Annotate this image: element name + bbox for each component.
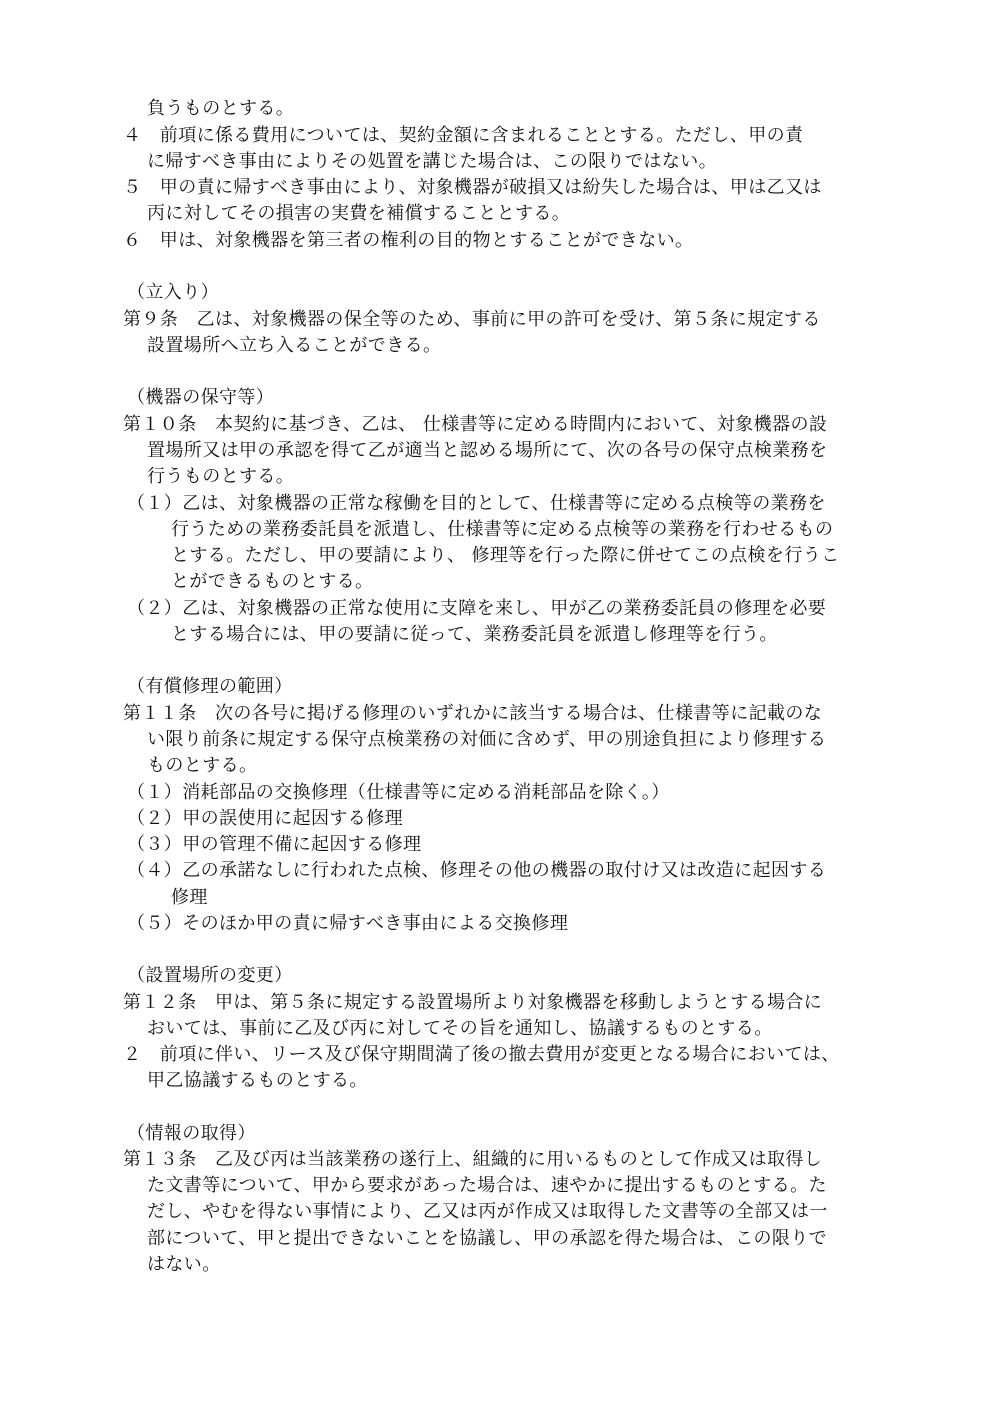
- text-line: 第９条 乙は、対象機器の保全等のため、事前に甲の許可を受け、第５条に規定する: [123, 309, 821, 330]
- section-heading: （有償修理の範囲）: [127, 676, 293, 697]
- text-line: 置場所又は甲の承認を得て乙が適当と認める場所にて、次の各号の保守点検業務を: [147, 440, 828, 461]
- text-line: 行うものとする。: [147, 466, 295, 487]
- text-line: 負うものとする。: [147, 98, 295, 119]
- text-line: はない。: [147, 1254, 221, 1275]
- text-line: とができるものとする。: [171, 571, 374, 592]
- text-line: （３）甲の管理不備に起因する修理: [127, 834, 422, 855]
- text-line: （１）乙は、対象機器の正常な稼働を目的として、仕様書等に定める点検等の業務を: [127, 493, 826, 514]
- text-line: 設置場所へ立ち入ることができる。: [147, 335, 442, 356]
- text-line: （５）そのほか甲の責に帰すべき事由による交換修理: [127, 913, 569, 934]
- text-line: ４ 前項に係る費用については、契約金額に含まれることとする。ただし、甲の責: [123, 125, 804, 146]
- section-heading: （情報の取得）: [127, 1123, 256, 1144]
- text-line: ５ 甲の責に帰すべき事由により、対象機器が破損又は紛失した場合は、甲は乙又は: [123, 177, 822, 198]
- text-line: 丙に対してその損害の実費を補償することとする。: [147, 203, 571, 224]
- text-line: 第１３条 乙及び丙は当該業務の遂行上、組織的に用いるものとして作成又は取得し: [123, 1149, 823, 1170]
- text-line: とする場合には、甲の要請に従って、業務委託員を派遣し修理等を行う。: [171, 624, 778, 645]
- text-line: おいては、事前に乙及び丙に対してその旨を通知し、協議するものとする。: [147, 1018, 773, 1039]
- text-line: （４）乙の承諾なしに行われた点検、修理その他の機器の取付け又は改造に起因する: [127, 860, 827, 881]
- text-line: ものとする。: [147, 755, 258, 776]
- text-line: に帰すべき事由によりその処置を講じた場合は、この限りではない。: [147, 151, 718, 172]
- text-line: い限り前条に規定する保守点検業務の対価に含めず、甲の別途負担により修理する: [147, 729, 827, 750]
- text-line: 修理: [171, 887, 208, 908]
- text-line: 行うための業務委託員を派遣し、仕様書等に定める点検等の業務を行わせるもの: [171, 519, 834, 540]
- section-heading: （立入り）: [127, 282, 219, 303]
- text-line: 第１２条 甲は、第５条に規定する設置場所より対象機器を移動しようとする場合に: [123, 992, 823, 1013]
- section-heading: （機器の保守等）: [127, 387, 275, 408]
- text-line: た文書等について、甲から要求があった場合は、速やかに提出するものとする。た: [147, 1175, 827, 1196]
- text-line: 第１１条 次の各号に掲げる修理のいずれかに該当する場合は、仕様書等に記載のな: [123, 703, 823, 724]
- text-line: （２）乙は、対象機器の正常な使用に支障を来し、甲が乙の業務委託員の修理を必要: [127, 598, 827, 619]
- text-line: （１）消耗部品の交換修理（仕様書等に定める消耗部品を除く。）: [127, 782, 670, 803]
- text-line: 甲乙協議するものとする。: [147, 1070, 368, 1091]
- text-line: だし、やむを得ない事情により、乙又は丙が作成又は取得した文書等の全部又は一: [147, 1201, 828, 1222]
- section-heading: （設置場所の変更）: [127, 965, 293, 986]
- text-line: ６ 甲は、対象機器を第三者の権利の目的物とすることができない。: [123, 230, 694, 251]
- text-line: （２）甲の誤使用に起因する修理: [127, 808, 403, 829]
- text-line: 第１０条 本契約に基づき、乙は、 仕様書等に定める時間内において、対象機器の設: [123, 414, 828, 435]
- text-line: とする。ただし、甲の要請により、 修理等を行った際に併せてこの点検を行うこ: [171, 545, 840, 566]
- text-line: 部について、甲と提出できないことを協議し、甲の承認を得た場合は、この限りで: [147, 1228, 828, 1249]
- text-line: ２ 前項に伴い、リース及び保守期間満了後の撤去費用が変更となる場合においては、: [123, 1044, 840, 1065]
